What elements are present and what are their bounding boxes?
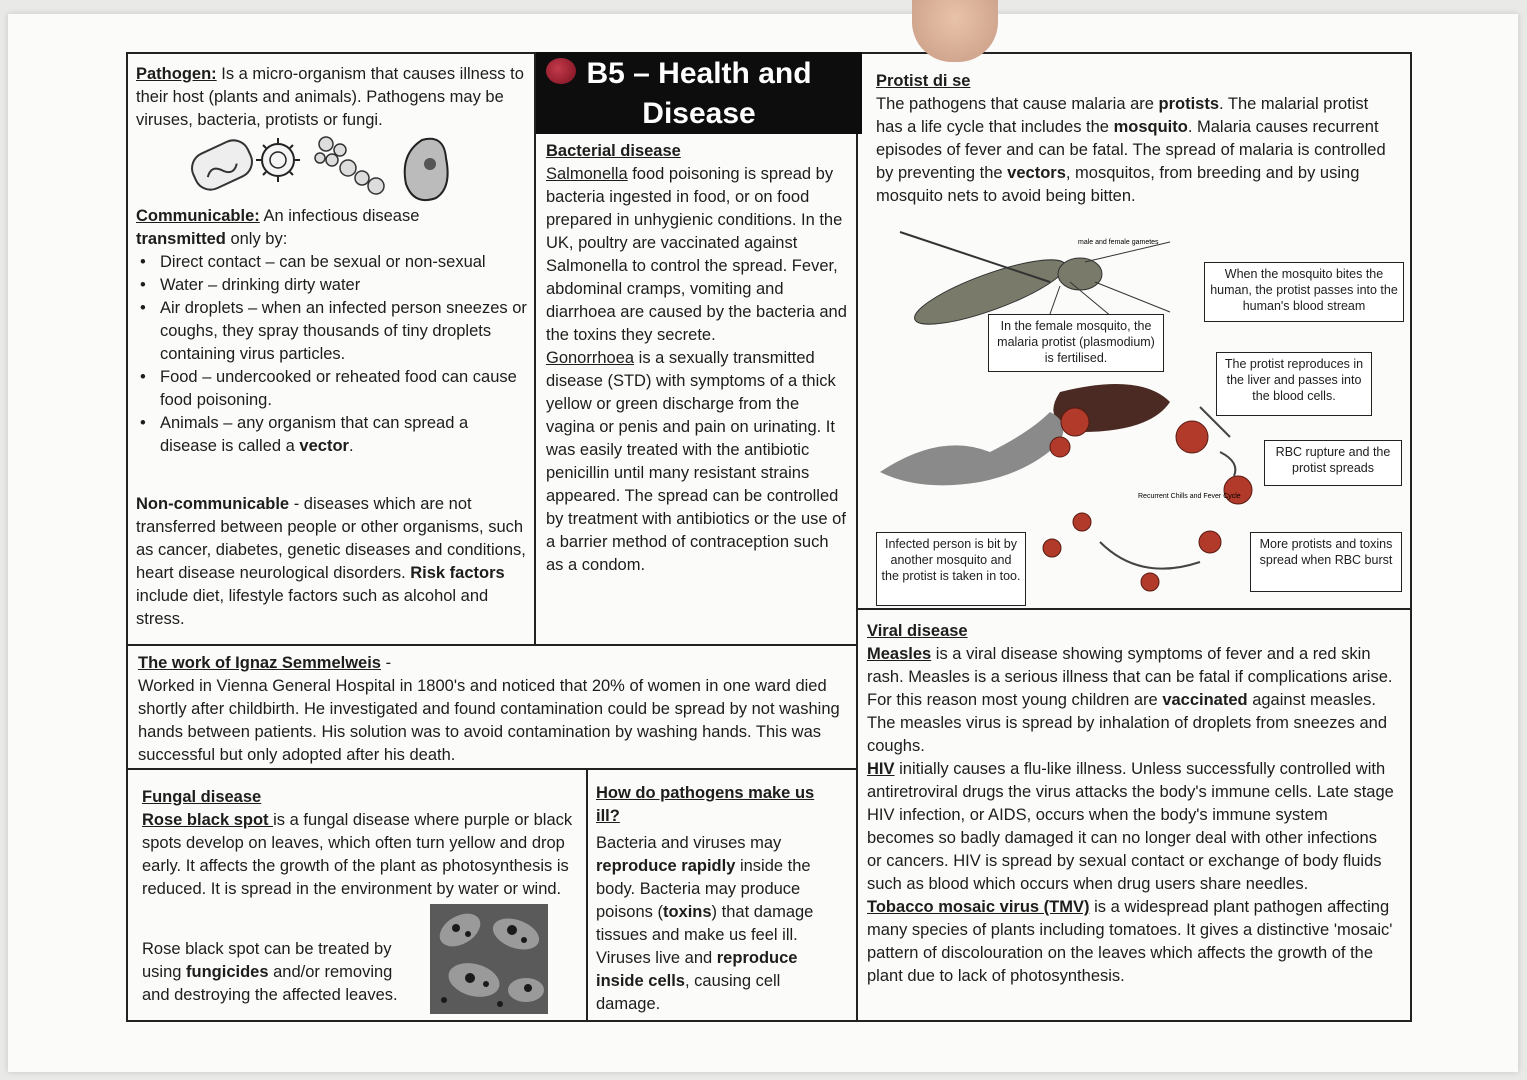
rose-black-spot-photo [430, 904, 548, 1014]
measles-term: Measles [867, 645, 932, 663]
pathogen-text: Is a micro-organism that causes illness to their host (plants and animals). Pathogens may be viruses, bacteria, protists or fungi. [136, 65, 524, 129]
virus-icon [256, 138, 300, 182]
protist-reproduces-label: The protist reproduces in the liver and passes into the blood cells. [1216, 352, 1372, 416]
communicable-intro-2: only by: [225, 230, 288, 248]
list-item: • Air droplets – when an infected person sneezes or coughs, they spray thousands of tiny droplets containing virus particles. [160, 297, 528, 366]
protist-text: The pathogens that cause malaria are [876, 95, 1159, 113]
divider [856, 608, 1412, 610]
vector-word: vector [299, 437, 349, 455]
pathogens-ill-heading: How do pathogens make us ill? [596, 784, 815, 825]
bacterial-section [546, 140, 848, 577]
rbc-rupture-label: RBC rupture and the protist spreads [1264, 440, 1402, 486]
semmelweis-text: Worked in Vienna General Hospital in 1800's and noticed that 20% of women in one ward died shortly after childbirth. He investigated and found contamination could be spread by not washing hands between patients. His solution was to avoid contamination by washing hands. This was successful but only adopted after his death. [138, 677, 840, 764]
mosquito-bites-label: When the mosquito bites the human, the protist passes into the human's blood stream [1204, 262, 1404, 322]
bacterial-heading: Bacterial disease [546, 142, 681, 160]
pathogen-section [136, 63, 528, 132]
risk-factors-term: Risk factors [410, 564, 505, 582]
semmelweis-section [138, 652, 848, 767]
viral-section [867, 620, 1395, 988]
non-communicable-section [136, 493, 528, 631]
communicable-intro: An infectious disease [259, 207, 420, 225]
vectors-word: vectors [1007, 164, 1066, 182]
list-item-text: Animals – any organism that can spread a disease is called a [160, 414, 469, 455]
gonorrhoea-text: is a sexually transmitted disease (STD) with symptoms of a thick yellow or green discharge from the vagina or penis and pain on urinating. It was easily treated with the antibiotic penicillin until many resistant strains appeared. The spread can be controlled by treatment with antibiotics or the use of a barrier method of contraception such as a condom. [546, 349, 846, 574]
list-item: • Water – drinking dirty water [160, 274, 528, 297]
salmonella-text: food poisoning is spread by bacteria ingested in food, or on food prepared in unhygienic conditions. In the UK, poultry are vaccinated against Salmonella to control the spread. Fever, abdominal cramps, vomiting and diarrhoea are caused by the bacteria and the toxins they secrete. [546, 165, 847, 344]
mosquito-word: mosquito [1113, 118, 1188, 136]
pathogens-ill-text: inside the body. Bacteria may produce poisons ( [596, 857, 811, 921]
measles-text-2: against measles. The measles virus is spread by inhalation of droplets from sneezes and coughs. [867, 691, 1388, 755]
hiv-text: initially causes a flu-like illness. Unless successfully controlled with antiretroviral drugs the virus attacks the body's immune cells. Late stage HIV infection, or AIDS, occurs when the body's immune system becomes so badly damaged it can no longer deal with other infections or cancers. HIV is spread by sexual contact or exchange of body fluids such as blood which occurs when drug users share needles. [867, 760, 1394, 893]
salmonella-term: Salmonella [546, 165, 628, 183]
title-line-2: Disease [642, 97, 756, 130]
non-communicable-term: Non-communicable [136, 495, 290, 513]
treatment-text: Rose black spot can be treated by using [142, 940, 392, 981]
title-line-1: B5 – Health and [586, 57, 812, 90]
protist-heading: Protist di se [876, 72, 971, 90]
protist-text: , mosquitos, from breeding and by using mosquito nets to avoid being bitten. [876, 164, 1360, 205]
fungal-heading: Fungal disease [142, 788, 262, 806]
transmitted-word: transmitted [136, 230, 226, 248]
non-communicable-text: - diseases which are not transferred between people or other organisms, such as cancer, diabetes, genetic diseases and conditions, heart disease neurological disorders. [136, 495, 526, 582]
pathogen-icons [186, 130, 466, 206]
protist-icon [405, 139, 448, 200]
vaccinated-word: vaccinated [1162, 691, 1248, 709]
protist-text: . Malaria causes recurrent episodes of fever and can be fatal. The spread of malaria is controlled by preventing the [876, 118, 1386, 182]
list-item [160, 412, 528, 458]
protist-section [876, 70, 1396, 208]
recurrent-cycle-label: Recurrent Chills and Fever Cycle [1138, 493, 1241, 500]
reproduce-rapidly-word: reproduce rapidly [596, 857, 736, 875]
fungal-treatment [142, 938, 424, 1007]
tmv-term: Tobacco mosaic virus (TMV) [867, 898, 1090, 916]
non-communicable-text-2: include diet, lifestyle factors such as alcohol and stress. [136, 587, 489, 628]
list-item-end: . [348, 437, 354, 455]
pathogen-term: Pathogen: [136, 65, 217, 83]
reproduce-inside-cells-word: reproduce inside cells [596, 949, 798, 990]
tmv-text: is a widespread plant pathogen affecting many species of plants including tomatoes. It gives a distinctive 'mosaic' pattern of discolouration on the leaves which affects the growth of the plant due to lack of photosynthesis. [867, 898, 1393, 985]
pathogens-ill-text: , causing cell damage. [596, 972, 781, 1013]
communicable-term: Communicable: [136, 207, 260, 225]
fungicides-word: fungicides [186, 963, 269, 981]
list-item: • Direct contact – can be sexual or non-sexual [160, 251, 528, 274]
toxins-word: toxins [662, 903, 712, 921]
hiv-term: HIV [867, 760, 895, 778]
more-protists-label: More protists and toxins spread when RBC burst [1250, 532, 1402, 592]
protists-word: protists [1158, 95, 1220, 113]
semmelweis-dash: - [380, 654, 392, 672]
virus-capsule-icon [187, 135, 257, 195]
divider [856, 52, 858, 1022]
protist-text: . The malarial protist has a life cycle that includes the [876, 95, 1369, 136]
pin-icon [546, 58, 576, 84]
rose-black-spot-term: Rose black spot [142, 811, 274, 829]
communicable-section [136, 205, 528, 458]
page-title [536, 52, 862, 134]
infected-person-label: Infected person is bit by another mosquito and the protist is taken in too. [876, 532, 1026, 606]
pathogens-ill-text: Bacteria and viruses may [596, 834, 782, 852]
pathogens-ill-text: ) that damage tissues and make us feel ill. Viruses live and [596, 903, 814, 967]
pathogens-ill-section [596, 782, 836, 1016]
divider [586, 768, 588, 1022]
divider [534, 52, 536, 646]
fungal-section [142, 786, 574, 901]
gonorrhoea-term: Gonorrhoea [546, 349, 635, 367]
semmelweis-heading: The work of Ignaz Semmelweis [138, 654, 381, 672]
fungi-icon [315, 137, 384, 194]
treatment-text-2: and/or removing and destroying the affected leaves. [142, 963, 398, 1004]
measles-text: is a viral disease showing symptoms of fever and a red skin rash. Measles is a serious illness that can be fatal if complications arise. For this reason most young children are [867, 645, 1393, 709]
viral-heading: Viral disease [867, 622, 968, 640]
female-mosquito-label: In the female mosquito, the malaria protist (plasmodium) is fertilised. [988, 314, 1164, 372]
rose-black-spot-text: is a fungal disease where purple or black spots develop on leaves, which often turn yellow and drop early. It affects the growth of the plant as photosynthesis is reduced. It is spread in the environment by water or wind. [142, 811, 573, 898]
transmission-list [136, 251, 528, 458]
divider [126, 644, 858, 646]
hand-image [880, 412, 1063, 485]
divider [126, 768, 858, 770]
list-item: • Food – undercooked or reheated food can cause food poisoning. [160, 366, 528, 412]
gametes-label: male and female gametes [1078, 239, 1159, 246]
